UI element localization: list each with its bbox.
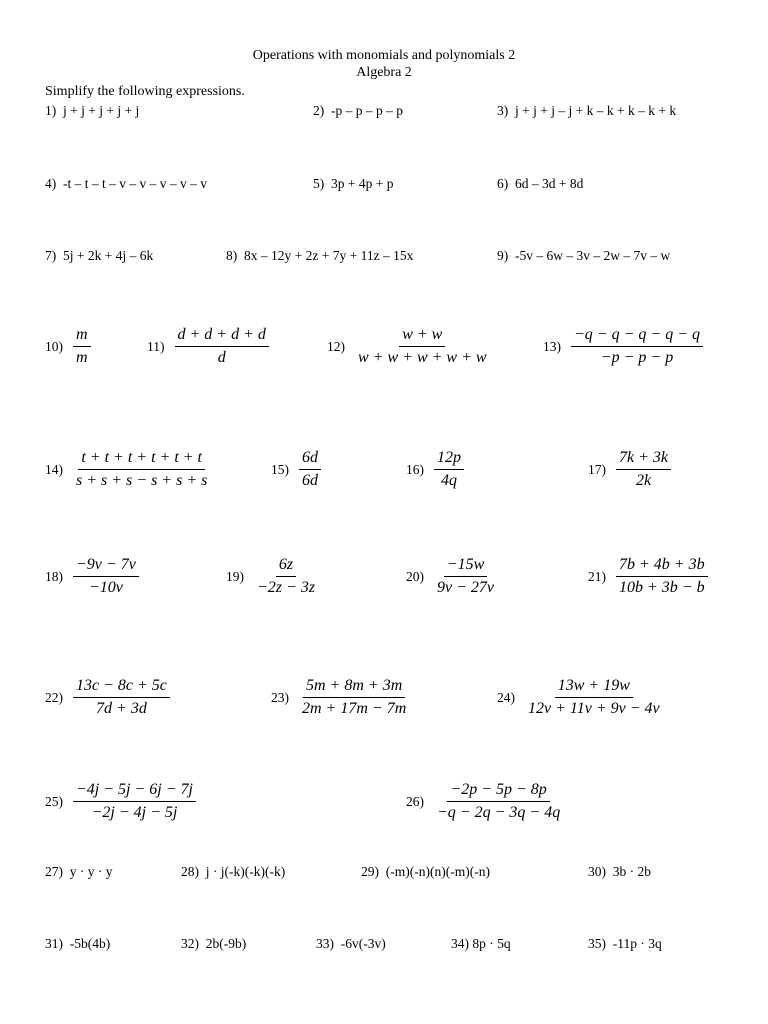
problem-expression: 8x – 12y + 2z + 7y + 11z – 15x	[244, 248, 414, 263]
problem-expression: 3b · 2b	[612, 864, 651, 879]
numerator: −15w	[444, 556, 487, 577]
problem-expression: 5j + 2k + 4j – 6k	[63, 248, 154, 263]
problem-number: 21)	[588, 568, 606, 584]
denominator: −2z − 3z	[257, 579, 316, 596]
problem-number: 11)	[147, 338, 165, 354]
denominator: 2m + 17m − 7m	[302, 700, 407, 717]
problem-24	[497, 677, 663, 718]
problem-expression: (-m)(-n)(n)(-m)(-n)	[385, 864, 490, 879]
fraction	[175, 326, 269, 367]
problem-expression: j + j + j + j + j	[63, 103, 140, 118]
fraction	[73, 326, 91, 367]
problem-14	[45, 449, 210, 490]
problem-number: 23)	[271, 689, 289, 705]
problem-number: 15)	[271, 461, 289, 477]
worksheet-subtitle: Algebra 2	[356, 65, 412, 80]
problem-expression: j · j(-k)(-k)(-k)	[205, 864, 286, 879]
fraction	[73, 449, 210, 490]
problem-expression: j + j + j – j + k – k + k – k + k	[515, 103, 677, 118]
fraction	[299, 677, 409, 718]
problem-number: 13)	[543, 338, 561, 354]
problem-31	[45, 936, 110, 952]
fraction	[73, 781, 196, 822]
fraction	[616, 556, 708, 597]
problem-4	[45, 176, 207, 192]
problem-number: 17)	[588, 461, 606, 477]
worksheet-title: Operations with monomials and polynomials 2	[252, 48, 516, 63]
problem-number: 29)	[361, 864, 379, 879]
problem-35	[588, 936, 662, 952]
problem-29	[361, 864, 490, 880]
problem-12	[327, 326, 490, 367]
problem-number: 7)	[45, 248, 57, 263]
problem-number: 14)	[45, 461, 63, 477]
denominator: 7d + 3d	[96, 700, 147, 717]
problem-expression: 6d – 3d + 8d	[515, 176, 584, 191]
problem-21	[588, 556, 708, 597]
fraction	[525, 677, 663, 718]
problem-number: 19)	[226, 568, 244, 584]
numerator: −q − q − q − q − q	[571, 326, 703, 347]
fraction	[434, 781, 563, 822]
problem-33	[316, 936, 386, 952]
numerator: −4j − 5j − 6j − 7j	[73, 781, 196, 802]
problem-20	[406, 556, 497, 597]
problem-number: 35)	[588, 936, 606, 951]
problem-number: 2)	[313, 103, 325, 118]
problem-28	[181, 864, 285, 880]
problem-8	[226, 248, 413, 264]
problem-5	[313, 176, 393, 192]
numerator: 6d	[299, 449, 321, 470]
problem-number: 16)	[406, 461, 424, 477]
instructions: Simplify the following expressions.	[45, 84, 245, 99]
problem-number: 8)	[226, 248, 238, 263]
problem-number: 26)	[406, 793, 424, 809]
problem-number: 10)	[45, 338, 63, 354]
problem-13	[543, 326, 703, 367]
problem-number: 24)	[497, 689, 515, 705]
problem-7	[45, 248, 153, 264]
problem-number: 1)	[45, 103, 57, 118]
denominator: s + s + s − s + s + s	[76, 472, 208, 489]
numerator: 7b + 4b + 3b	[616, 556, 708, 577]
problem-expression: 8p · 5q	[472, 936, 511, 951]
denominator: 12v + 11v + 9v − 4v	[528, 700, 660, 717]
problem-number: 27)	[45, 864, 63, 879]
fraction	[299, 449, 321, 490]
numerator: 12p	[434, 449, 464, 470]
numerator: 13w + 19w	[555, 677, 633, 698]
fraction	[73, 677, 170, 718]
problem-32	[181, 936, 246, 952]
numerator: t + t + t + t + t + t	[78, 449, 205, 470]
problem-18	[45, 556, 139, 597]
problem-expression: -5b(4b)	[69, 936, 111, 951]
denominator: 6d	[302, 472, 318, 489]
problem-11	[147, 326, 269, 367]
problem-number: 4)	[45, 176, 57, 191]
numerator: m	[73, 326, 91, 347]
problem-expression: 3p + 4p + p	[331, 176, 394, 191]
problem-number: 6)	[497, 176, 509, 191]
problem-number: 30)	[588, 864, 606, 879]
numerator: 13c − 8c + 5c	[73, 677, 170, 698]
problem-expression: -t – t – t – v – v – v – v – v	[63, 176, 207, 191]
problem-9	[497, 248, 670, 264]
numerator: −9v − 7v	[73, 556, 139, 577]
problem-expression: y · y · y	[69, 864, 113, 879]
denominator: 4q	[441, 472, 457, 489]
problem-number: 31)	[45, 936, 63, 951]
denominator: −10v	[88, 579, 123, 596]
problem-10	[45, 326, 91, 367]
problem-number: 32)	[181, 936, 199, 951]
problem-2	[313, 103, 403, 119]
problem-15	[271, 449, 321, 490]
fraction	[434, 556, 497, 597]
problem-expression: 2b(-9b)	[205, 936, 247, 951]
problem-16	[406, 449, 464, 490]
problem-expression: -5v – 6w – 3v – 2w – 7v – w	[515, 248, 671, 263]
denominator: −2j − 4j − 5j	[91, 804, 178, 821]
problem-23	[271, 677, 409, 718]
problem-17	[588, 449, 671, 490]
problem-3	[497, 103, 676, 119]
problem-expression: -6v(-3v)	[340, 936, 386, 951]
fraction	[571, 326, 703, 367]
problem-27	[45, 864, 113, 880]
denominator: −q − 2q − 3q − 4q	[437, 804, 561, 821]
numerator: 6z	[276, 556, 296, 577]
problem-1	[45, 103, 139, 119]
numerator: 7k + 3k	[616, 449, 671, 470]
denominator: d	[217, 349, 226, 366]
problem-26	[406, 781, 563, 822]
numerator: −2p − 5p − 8p	[447, 781, 549, 802]
fraction	[616, 449, 671, 490]
fraction	[73, 556, 139, 597]
problem-number: 18)	[45, 568, 63, 584]
denominator: −p − p − p	[600, 349, 674, 366]
numerator: d + d + d + d	[175, 326, 269, 347]
problem-number: 5)	[313, 176, 325, 191]
problem-number: 22)	[45, 689, 63, 705]
problem-number: 20)	[406, 568, 424, 584]
problem-number: 28)	[181, 864, 199, 879]
numerator: w + w	[399, 326, 445, 347]
problem-expression: -p – p – p – p	[331, 103, 403, 118]
denominator: w + w + w + w + w	[358, 349, 487, 366]
fraction	[355, 326, 490, 367]
denominator: 10b + 3b − b	[619, 579, 705, 596]
fraction	[434, 449, 464, 490]
problem-number: 33)	[316, 936, 334, 951]
denominator: 9v − 27v	[437, 579, 494, 596]
problem-number: 9)	[497, 248, 509, 263]
problem-6	[497, 176, 583, 192]
numerator: 5m + 8m + 3m	[303, 677, 405, 698]
problem-22	[45, 677, 170, 718]
denominator: m	[76, 349, 88, 366]
problem-19	[226, 556, 318, 597]
problem-34	[451, 936, 511, 952]
problem-number: 25)	[45, 793, 63, 809]
fraction	[254, 556, 318, 597]
problem-number: 12)	[327, 338, 345, 354]
problem-number: 3)	[497, 103, 509, 118]
problem-number: 34)	[451, 936, 469, 951]
denominator: 2k	[635, 472, 652, 489]
problem-25	[45, 781, 196, 822]
problem-expression: -11p · 3q	[612, 936, 662, 951]
problem-30	[588, 864, 651, 880]
